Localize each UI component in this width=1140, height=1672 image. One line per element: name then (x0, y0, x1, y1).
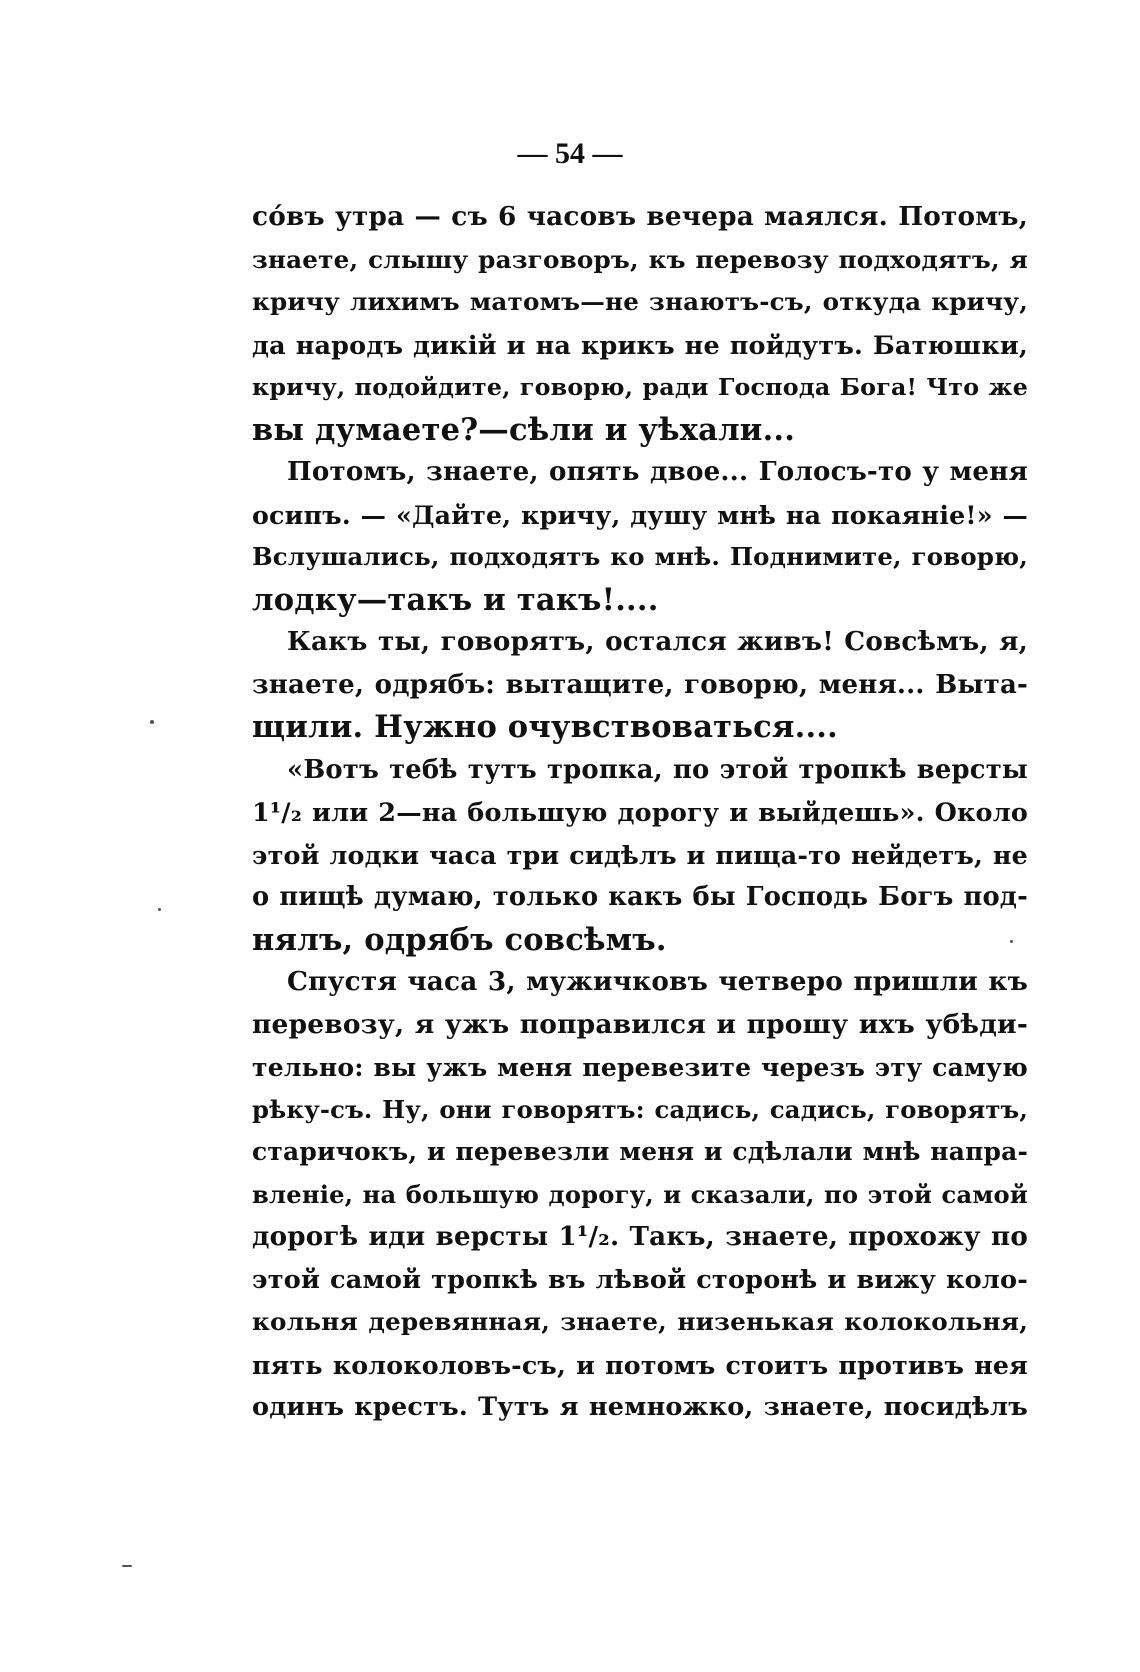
text-line: тельно: вы ужъ меня перевезите черезъ эту самую (252, 1052, 1028, 1082)
text-line: щили. Нужно очувствоваться.... (252, 709, 838, 745)
text-line: кольня деревянная, знаете, низенькая колокольня, (252, 1307, 1028, 1336)
text-line: Вслушались, подходятъ ко мнѣ. Поднимите, говорю, (252, 542, 1028, 571)
text-line: о пищѣ думаю, только какъ бы Господь Богъ под- (252, 882, 1028, 912)
text-line: этой самой тропкѣ въ лѣвой сторонѣ и вижу коло- (252, 1264, 1028, 1295)
text-line: Какъ ты, говорятъ, остался живъ! Совсѣмъ, я, (287, 626, 1028, 657)
text-line: лодку—такъ и такъ!.... (252, 581, 659, 618)
scan-speck (122, 1565, 132, 1567)
scan-speck (150, 720, 154, 724)
text-line: осипъ. — «Дайте, кричу, душу мнѣ на покаяніе!» — (252, 499, 1028, 530)
text-line: Спустя часа 3, мужичковъ четверо пришли къ (287, 966, 1028, 997)
body-text (252, 196, 1028, 1429)
text-line: вы думаете?—сѣли и уѣхали... (252, 411, 796, 448)
text-line: пять колоколовъ-съ, и потомъ стоитъ противъ нея (252, 1349, 1028, 1380)
scan-speck (158, 908, 161, 911)
text-line: кричу лихимъ матомъ—не знаютъ-съ, откуда кричу, (252, 287, 1028, 316)
page-number: — 54 — (517, 137, 623, 170)
text-line: со́въ утра — съ 6 часовъ вечера маялся. Потомъ, (252, 201, 1028, 232)
text-line: дорогѣ иди версты 1¹/₂. Такъ, знаете, прохожу по (252, 1221, 1028, 1252)
text-line: этой лодки часа три сидѣлъ и пища-то нейдетъ, не (252, 839, 1028, 870)
text-line: знаете, одрябъ: вытащите, говорю, меня... Выта- (252, 669, 1028, 700)
text-line: да народъ дикій и на крикъ не пойдутъ. Батюшки, (252, 329, 1028, 360)
text-line: одинъ крестъ. Тутъ я немножко, знаете, посидѣлъ (252, 1392, 1028, 1422)
text-line: нялъ, одрябъ совсѣмъ. (252, 921, 667, 958)
text-line: 1¹/₂ или 2—на большую дорогу и выйдешь». Около (252, 797, 1028, 827)
text-line: кричу, подойдите, говорю, ради Господа Бога! Что же (252, 373, 1028, 401)
text-line: Потомъ, знаете, опять двое... Голосъ-то у меня (287, 456, 1028, 487)
text-line: рѣку-съ. Ну, они говорятъ: садись, садись, говорятъ, (252, 1094, 1028, 1124)
text-line: перевозу, я ужъ поправился и прошу ихъ убѣди- (252, 1008, 1028, 1040)
scan-speck (1010, 940, 1013, 943)
text-line: старичокъ, и перевезли меня и сдѣлали мнѣ напра- (252, 1137, 1028, 1166)
text-line: «Вотъ тебѣ тутъ тропка, по этой тропкѣ версты (287, 754, 1028, 785)
text-line: знаете, слышу разговоръ, къ перевозу подходятъ, я (252, 244, 1028, 274)
text-line: вленіе, на большую дорогу, и сказали, по этой самой (252, 1179, 1028, 1209)
